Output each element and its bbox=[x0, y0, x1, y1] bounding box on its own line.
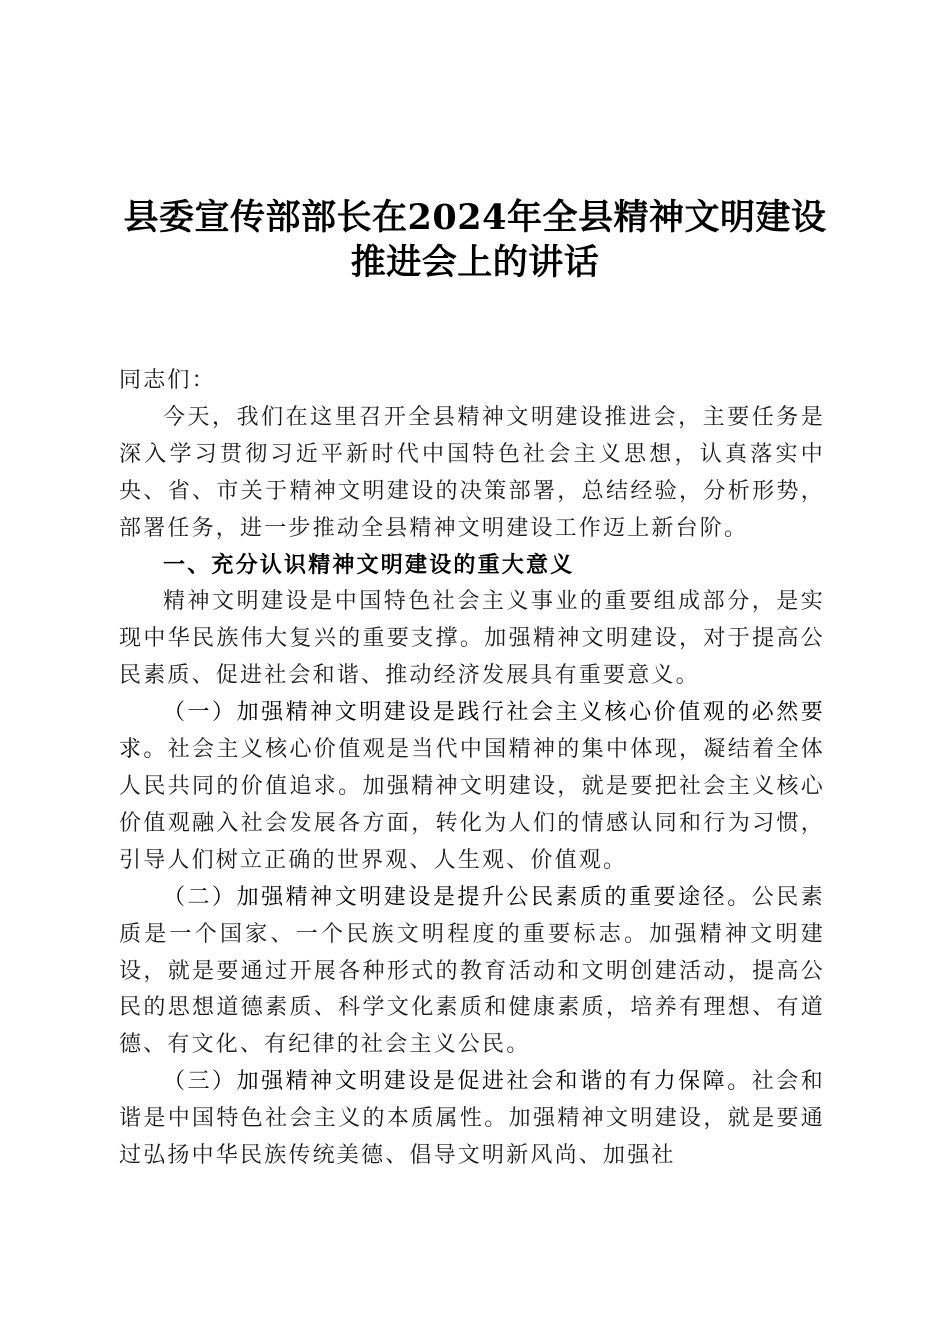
point-heading: （三）加强精神文明建设是促进社会和谐的有力保障。 bbox=[163, 1069, 752, 1095]
point-paragraph bbox=[119, 1064, 825, 1175]
section-heading: 一、充分认识精神文明建设的重大意义 bbox=[163, 552, 575, 578]
salutation: 同志们： bbox=[119, 368, 216, 393]
point-text: 社会主义核心价值观是当代中国精神的集中体现，凝结着全体人民共同的价值追求。加强精神文明建设，就是要把社会主义核心价值观融入社会发展各方面，转化为人们的情感认同和行为习惯，引导人们树立正确的世界观、人生观、价值观。 bbox=[119, 737, 825, 873]
document-body bbox=[119, 363, 825, 1175]
document-title-line-2: 推进会上的讲话 bbox=[350, 242, 600, 283]
point-text: 社会和谐是中国特色社会主义的本质属性。加强精神文明建设，就是要通过弘扬中华民族传统美德、倡导文明新风尚、加强社 bbox=[119, 1069, 825, 1169]
point-text: 公民素质是一个国家、一个民族文明程度的重要标志。加强精神文明建设，就是要通过开展各种形式的教育活动和文明创建活动，提高公民的思想道德素质、科学文化素质和健康素质，培养有理想、有道德、有文化、有纪律的社会主义公民。 bbox=[119, 884, 825, 1058]
section-intro-paragraph: 精神文明建设是中国特色社会主义事业的重要组成部分，是实现中华民族伟大复兴的重要支撑。加强精神文明建设，对于提高公民素质、促进社会和谐、推动经济发展具有重要意义。 bbox=[119, 589, 825, 689]
document-title-line-1: 县委宣传部部长在2024年全县精神文明建设 bbox=[123, 197, 827, 238]
point-paragraph bbox=[119, 880, 825, 1065]
point-heading: （一）加强精神文明建设是践行社会主义核心价值观的必然要求。 bbox=[119, 700, 825, 763]
point-heading: （二）加强精神文明建设是提升公民素质的重要途径。 bbox=[163, 884, 752, 910]
point-paragraph bbox=[119, 695, 825, 880]
intro-paragraph: 今天，我们在这里召开全县精神文明建设推进会，主要任务是深入学习贯彻习近平新时代中国特色社会主义思想，认真落实中央、省、市关于精神文明建设的决策部署，总结经验，分析形势，部署任务，进一步推动全县精神文明建设工作迈上新台阶。 bbox=[119, 404, 825, 541]
